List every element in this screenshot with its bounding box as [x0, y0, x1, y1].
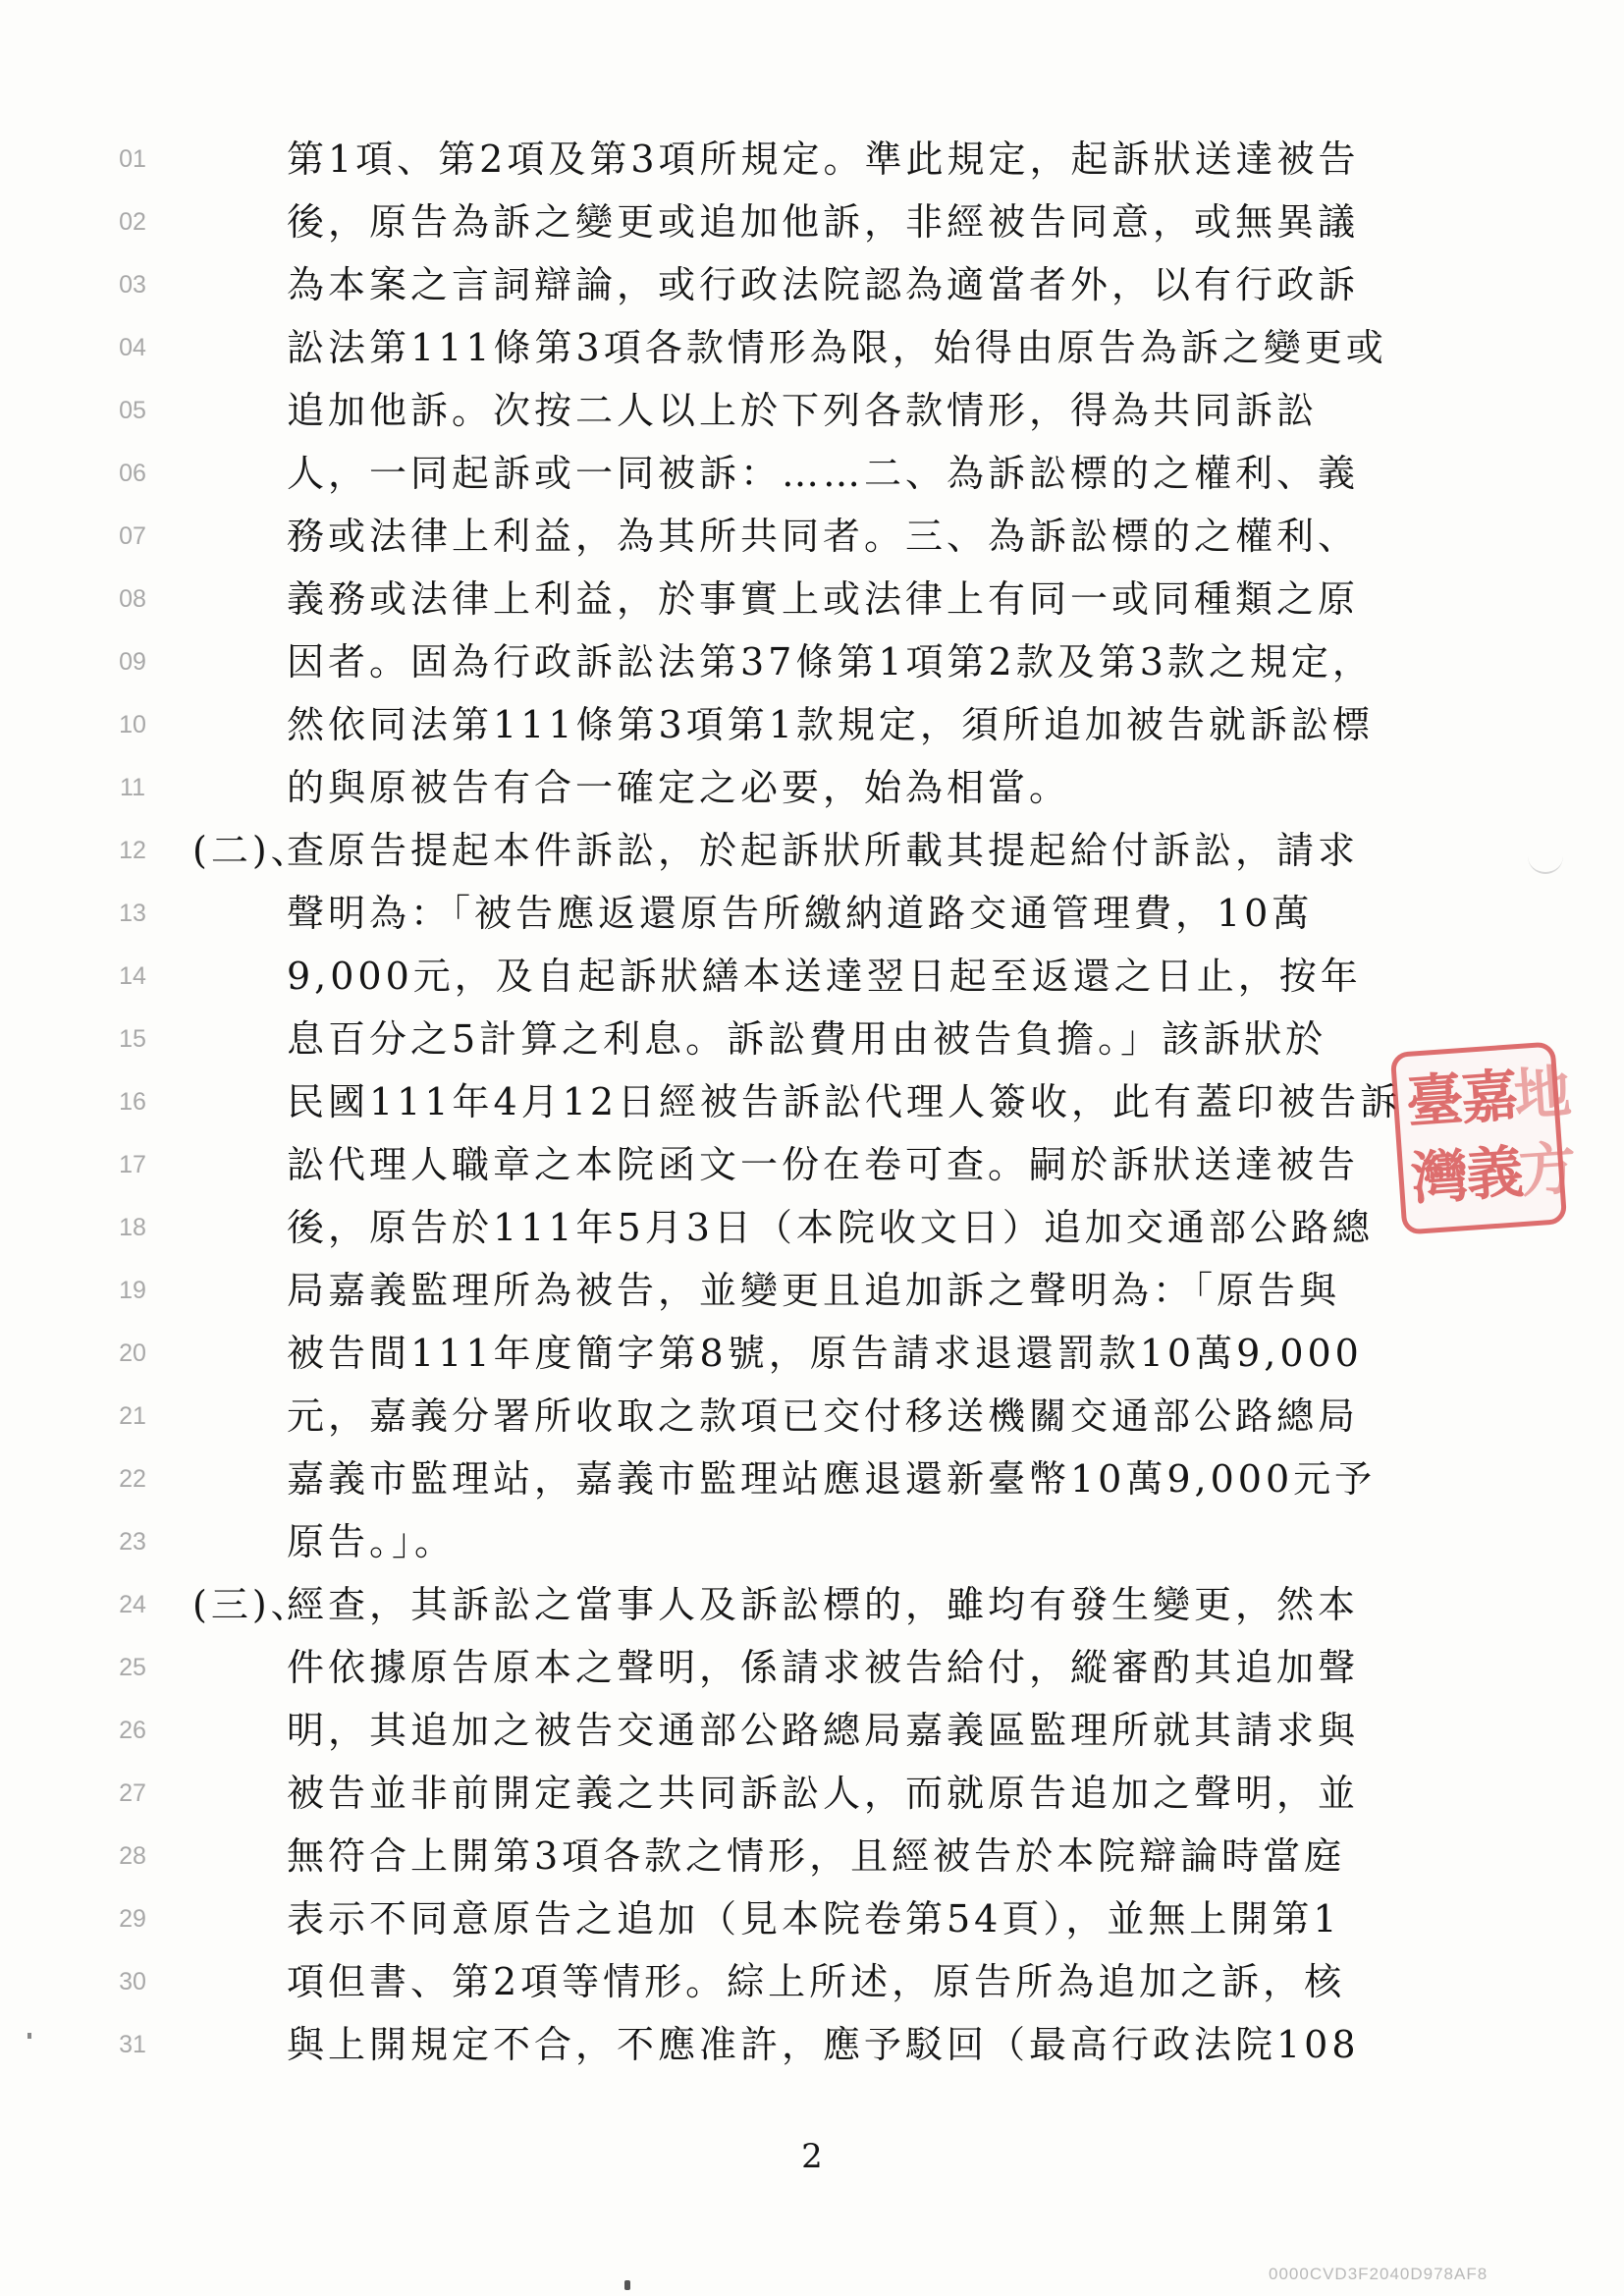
text-line: 原告。」。 — [287, 1520, 457, 1563]
text-line: 的與原被告有合一確定之必要，始為相當。 — [287, 766, 1071, 809]
scan-mark — [1528, 854, 1563, 874]
seal-char: 臺 — [1403, 1066, 1466, 1136]
line-number: 15 — [119, 1025, 146, 1053]
line-number: 02 — [119, 208, 146, 236]
seal-char: 義 — [1464, 1137, 1526, 1209]
text-line: 義務或法律上利益，於事實上或法律上有同一或同種類之原 — [287, 577, 1360, 621]
text-line: 民國111年4月12日經被告訴訟代理人簽收，此有蓋印被告訴 — [287, 1080, 1402, 1123]
text-line: 查原告提起本件訴訟，於起訴狀所載其提起給付訴訟，請求 — [287, 829, 1360, 872]
text-line: 訟代理人職章之本院函文一份在卷可查。嗣於訴狀送達被告 — [287, 1143, 1360, 1186]
line-number: 11 — [120, 774, 145, 801]
text-line: 經查，其訴訟之當事人及訴訟標的，雖均有發生變更，然本 — [287, 1583, 1360, 1626]
text-line: 無符合上開第3項各款之情形，且經被告於本院辯論時當庭 — [287, 1834, 1346, 1878]
court-seal-stamp — [1390, 1041, 1579, 1234]
line-number: 18 — [119, 1214, 146, 1241]
text-line: 明，其追加之被告交通部公路總局嘉義區監理所就其請求與 — [287, 1709, 1360, 1752]
text-line: 與上開規定不合，不應准許，應予駁回（最高行政法院108 — [287, 2023, 1360, 2066]
line-number: 20 — [119, 1339, 146, 1367]
seal-char: 嘉 — [1458, 1062, 1521, 1133]
text-line: 項但書、第2項等情形。綜上所述，原告所為追加之訴，核 — [287, 1960, 1346, 2003]
scan-speck — [624, 2280, 630, 2290]
text-line: 訟法第111條第3項各款情形為限，始得由原告為訴之變更或 — [287, 326, 1387, 369]
page-number: 2 — [801, 2137, 823, 2176]
line-number: 08 — [119, 585, 146, 613]
text-line: 聲明為：「被告應返還原告所繳納道路交通管理費，10萬 — [287, 892, 1314, 935]
text-line: 件依據原告原本之聲明，係請求被告給付，縱審酌其追加聲 — [287, 1646, 1360, 1689]
seal-char: 方 — [1517, 1134, 1579, 1206]
seal-char: 地 — [1511, 1058, 1574, 1129]
text-line: 追加他訴。次按二人以上於下列各款情形，得為共同訴訟 — [287, 389, 1319, 432]
text-line: 為本案之言詞辯論，或行政法院認為適當者外，以有行政訴 — [287, 263, 1360, 306]
line-number: 19 — [119, 1277, 146, 1304]
document-code: 0000CVD3F2040D978AF8 — [1269, 2265, 1489, 2283]
line-number: 10 — [119, 711, 146, 738]
line-number: 23 — [119, 1528, 146, 1556]
text-line: 後，原告為訴之變更或追加他訴，非經被告同意，或無異議 — [287, 200, 1360, 244]
item-label-2: (二)、 — [192, 829, 312, 872]
text-line: 第1項、第2項及第3項所規定。準此規定，起訴狀送達被告 — [287, 137, 1360, 181]
line-number: 28 — [119, 1842, 146, 1870]
seal-char: 灣 — [1409, 1141, 1471, 1213]
line-number: 31 — [119, 2031, 146, 2058]
line-number: 01 — [119, 145, 146, 173]
text-line: 後，原告於111年5月3日（本院收文日）追加交通部公路總 — [287, 1206, 1374, 1249]
line-number: 29 — [119, 1905, 146, 1933]
text-line: 表示不同意原告之追加（見本院卷第54頁），並無上開第1 — [287, 1897, 1341, 1941]
text-line: 被告間111年度簡字第8號，原告請求退還罰款10萬9,000 — [287, 1332, 1363, 1375]
text-line: 息百分之5計算之利息。訴訟費用由被告負擔。」該訴狀於 — [287, 1017, 1327, 1061]
line-number: 13 — [119, 900, 146, 927]
text-line: 因者。固為行政訴訟法第37條第1項第2款及第3款之規定， — [287, 640, 1374, 683]
text-line: 嘉義市監理站，嘉義市監理站應退還新臺幣10萬9,000元予 — [287, 1457, 1377, 1501]
line-number: 30 — [119, 1968, 146, 1995]
line-number: 07 — [119, 522, 146, 550]
line-number: 27 — [119, 1779, 146, 1807]
line-number: 06 — [119, 460, 146, 487]
text-line: 人，一同起訴或一同被訴：……二、為訴訟標的之權利、義 — [287, 452, 1360, 495]
line-number: 26 — [119, 1717, 146, 1744]
line-number: 21 — [119, 1402, 146, 1430]
item-label-3: (三)、 — [192, 1583, 312, 1626]
line-number: 24 — [119, 1591, 146, 1618]
text-line: 元，嘉義分署所收取之款項已交付移送機關交通部公路總局 — [287, 1394, 1360, 1438]
line-number: 17 — [119, 1151, 146, 1178]
line-number: 25 — [119, 1654, 146, 1681]
text-line: 9,000元，及自起訴狀繕本送達翌日起至返還之日止，按年 — [287, 955, 1362, 998]
line-number: 04 — [119, 334, 146, 361]
line-number: 05 — [119, 397, 146, 424]
text-line: 然依同法第111條第3項第1款規定，須所追加被告就訴訟標 — [287, 703, 1374, 746]
line-number: 16 — [119, 1088, 146, 1116]
line-number: 03 — [119, 271, 146, 299]
line-number: 14 — [119, 962, 146, 990]
line-number: 22 — [119, 1465, 146, 1493]
line-number: 09 — [119, 648, 146, 676]
text-line: 被告並非前開定義之共同訴訟人，而就原告追加之聲明，並 — [287, 1772, 1360, 1815]
scan-speck — [27, 2033, 31, 2039]
line-number: 12 — [119, 837, 146, 864]
text-line: 局嘉義監理所為被告，並變更且追加訴之聲明為：「原告與 — [287, 1269, 1341, 1312]
text-line: 務或法律上利益，為其所共同者。三、為訴訟標的之權利、 — [287, 515, 1360, 558]
